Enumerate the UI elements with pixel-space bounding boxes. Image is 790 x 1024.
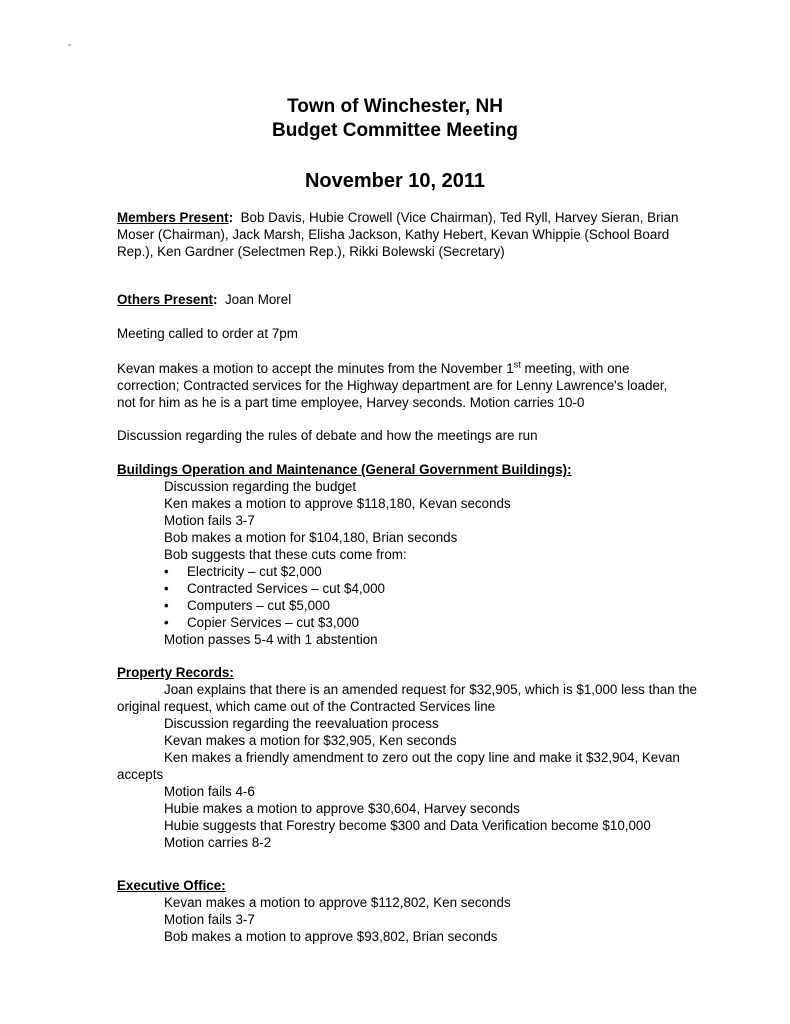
others-text: Joan Morel <box>224 292 292 307</box>
executive-line: Motion fails 3-7 <box>164 912 255 927</box>
call-to-order: Meeting called to order at 7pm <box>117 326 298 341</box>
others-present: Others Present: Joan Morel <box>117 292 292 307</box>
executive-line: Bob makes a motion to approve $93,802, Brian seconds <box>164 929 498 944</box>
buildings-line: Discussion regarding the budget <box>164 479 357 494</box>
buildings-line: Bob suggests that these cuts come from: <box>164 547 407 562</box>
buildings-result: Motion passes 5-4 with 1 abstention <box>164 632 378 647</box>
minutes-motion-sup: st <box>513 359 521 370</box>
minutes-motion-before: Kevan makes a motion to accept the minutes from the November 1 <box>117 361 514 376</box>
scan-speck <box>68 44 71 46</box>
property-line: Motion fails 4-6 <box>164 784 255 799</box>
members-text: Bob Davis, Hubie Crowell (Vice Chairman), Ted Ryll, Harvey Sieran, Brian Moser (Chairman), Jack Marsh, Elisha Jackson, Kathy Hebert, Kevan Whippie (School Board Rep.), Ken Gardner (Selectmen Rep.), Rikki Bolewski (Secretary) <box>117 210 679 259</box>
buildings-line: Ken makes a motion to approve $118,180, Kevan seconds <box>164 496 511 511</box>
meeting-title: Budget Committee Meeting <box>272 120 518 141</box>
meeting-date: November 10, 2011 <box>304 170 486 192</box>
members-present: Members Present: Bob Davis, Hubie Crowell (Vice Chairman), Ted Ryll, Harvey Sieran, Brian Moser (Chairman), Jack Marsh, Elisha Jackson, Kathy Hebert, Kevan Whippie (School Board Rep.), Ken Gardner (Selectmen Rep.), Rikki Bolewski (Secretary) <box>117 210 679 259</box>
members-label: Members Present <box>117 210 229 225</box>
property-heading: Property Records: <box>117 665 234 680</box>
property-line: Motion carries 8-2 <box>164 835 272 850</box>
cut-item: • Copier Services – cut $3,000 <box>117 614 697 631</box>
others-label: Others Present <box>117 292 214 307</box>
buildings-section <box>117 478 697 648</box>
minutes-motion <box>117 360 687 411</box>
cut-item: • Electricity – cut $2,000 <box>117 563 697 580</box>
buildings-line: Bob makes a motion for $104,180, Brian seconds <box>164 530 458 545</box>
buildings-line: Motion fails 3-7 <box>164 513 255 528</box>
town-title: Town of Winchester, NH <box>287 96 503 117</box>
property-line: Kevan makes a motion for $32,905, Ken seconds <box>164 733 457 748</box>
cut-item: • Computers – cut $5,000 <box>117 597 697 614</box>
property-line: Discussion regarding the reevaluation process <box>164 716 439 731</box>
cuts-list <box>117 563 697 631</box>
executive-section <box>117 894 697 945</box>
property-section <box>117 681 697 851</box>
minutes-motion-after: meeting, with one correction; Contracted services for the Highway department are for Lenny Lawrence's loader, not for him as he is a part time employee, Harvey seconds. Motion carries 10-0 <box>117 361 668 410</box>
property-line: Hubie makes a motion to approve $30,604, Harvey seconds <box>164 801 520 816</box>
executive-line: Kevan makes a motion to approve $112,802, Ken seconds <box>164 895 511 910</box>
debate-discussion: Discussion regarding the rules of debate and how the meetings are run <box>117 428 538 443</box>
cut-item: • Contracted Services – cut $4,000 <box>117 580 697 597</box>
property-line: Hubie suggests that Forestry become $300 and Data Verification become $10,000 <box>164 818 651 833</box>
executive-heading: Executive Office: <box>117 878 226 893</box>
property-line: Ken makes a friendly amendment to zero out the copy line and make it $32,904, Kevan accepts <box>117 750 680 782</box>
property-line: Joan explains that there is an amended request for $32,905, which is $1,000 less than the original request, which came out of the Contracted Services line <box>117 682 697 714</box>
buildings-heading: Buildings Operation and Maintenance (General Government Buildings): <box>117 462 572 477</box>
